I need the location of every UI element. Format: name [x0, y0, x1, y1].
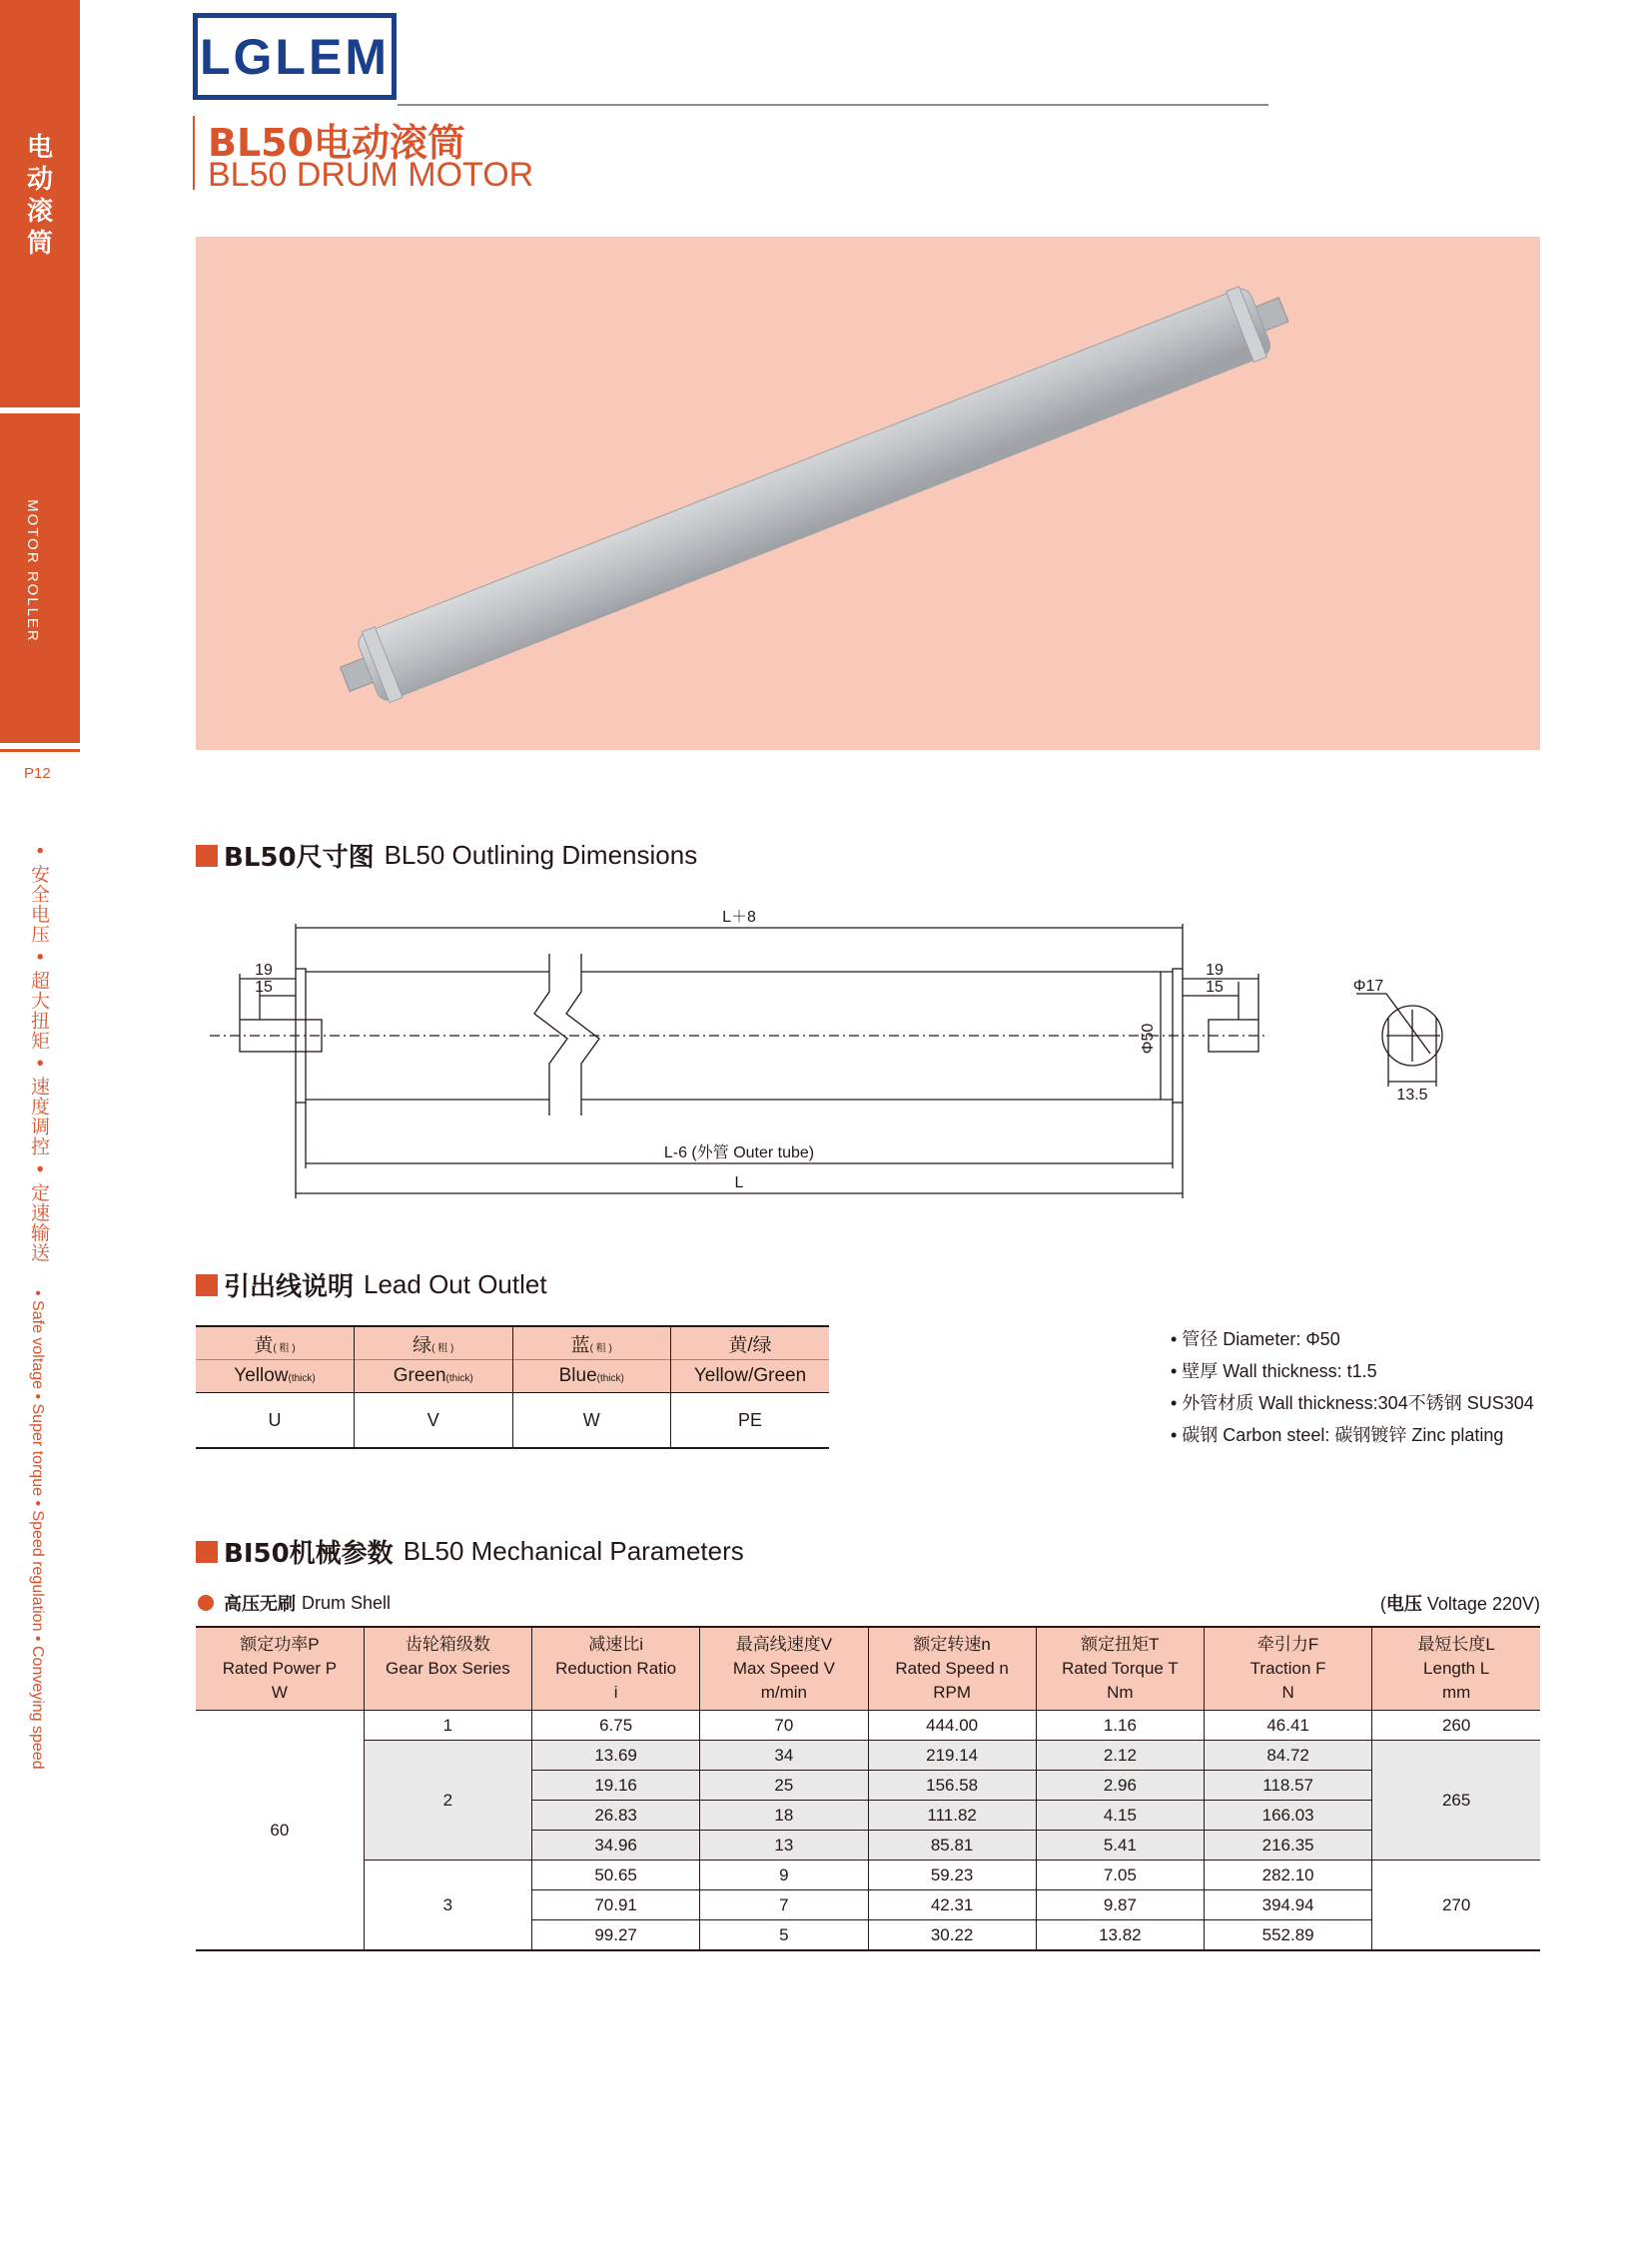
lead-color-cn: 黄/绿: [728, 1334, 772, 1356]
page-title-en: BL50 DRUM MOTOR: [208, 156, 534, 194]
mech-value-cell: 5: [700, 1920, 868, 1951]
mech-value-cell: 50.65: [532, 1861, 700, 1890]
lead-header-en-row: [196, 1360, 829, 1393]
mech-value-cell: 34.96: [532, 1831, 700, 1861]
mech-header-cell: [1036, 1627, 1204, 1711]
mech-value-cell: 1.16: [1036, 1711, 1204, 1741]
section-mechanical-en: BL50 Mechanical Parameters: [403, 1536, 744, 1566]
dim-left-19: 19: [255, 962, 273, 979]
mech-header-line: m/min: [760, 1683, 808, 1702]
lead-color-en: Blue: [558, 1365, 597, 1386]
mech-header-line: 最短长度L: [1417, 1635, 1495, 1654]
mech-value-cell: 156.58: [868, 1771, 1036, 1801]
mech-header-cell: [868, 1627, 1036, 1711]
page-title-cn: BL50电动滚筒: [208, 121, 466, 165]
spec-item: • 外管材质 Wall thickness:304不锈钢 SUS304: [1171, 1393, 1534, 1413]
mech-header-line: 齿轮箱级数: [405, 1635, 490, 1654]
dim-shaft-diameter: Φ17: [1352, 978, 1384, 995]
brand-logo: LGLEM: [193, 13, 397, 100]
sidebar-category-en: MOTOR ROLLER: [24, 499, 41, 643]
section-leadout-cn: 引出线说明: [224, 1272, 355, 1302]
lead-phase-cell: W: [512, 1393, 671, 1449]
mech-value-cell: 85.81: [868, 1831, 1036, 1861]
dim-total-length: L: [734, 1174, 744, 1191]
mech-value-cell: 2.96: [1036, 1771, 1204, 1801]
dim-right-19: 19: [1206, 962, 1224, 979]
mech-header-line: mm: [1441, 1683, 1471, 1702]
lead-phase-cell: V: [355, 1393, 513, 1449]
section-marker-icon: [196, 1274, 218, 1296]
spec-list: [1171, 1323, 1534, 1451]
section-leadout-heading: [196, 1266, 547, 1303]
mech-header-line: Gear Box Series: [386, 1659, 510, 1678]
mech-value-cell: 118.57: [1205, 1771, 1372, 1801]
section-dimensions-en: BL50 Outlining Dimensions: [384, 840, 698, 870]
title-accent-bar: [193, 116, 195, 190]
section-mechanical-heading: [196, 1533, 744, 1570]
mech-value-cell: 219.14: [868, 1741, 1036, 1771]
mech-header-line: 牵引力F: [1256, 1635, 1319, 1654]
mech-header-line: Rated Power P: [222, 1659, 338, 1678]
mech-header-line: 额定扭矩T: [1081, 1635, 1160, 1654]
mech-value-cell: 13: [700, 1831, 868, 1861]
mech-row: [196, 1711, 1540, 1741]
lead-color-cn: 蓝: [570, 1334, 590, 1356]
mech-header-line: 额定转速n: [913, 1635, 991, 1654]
dim-top-label: L＋8: [722, 909, 756, 926]
lead-color-en: Green: [393, 1365, 446, 1386]
mech-value-cell: 282.10: [1205, 1861, 1372, 1890]
mech-value-cell: 9: [700, 1861, 868, 1890]
section-marker-icon: [196, 1541, 218, 1563]
sidebar-features-en: • Safe voltage • Super torque • Speed regulation • Conveying speed: [29, 1290, 46, 1770]
lead-thick-cn: ( 粗 ): [589, 1342, 612, 1354]
mech-value-cell: 42.31: [868, 1890, 1036, 1920]
lead-thick-en: (thick): [288, 1373, 316, 1384]
mech-row: [196, 1741, 1540, 1771]
lead-phase-cell: U: [196, 1393, 355, 1449]
voltage-paren-open: (: [1379, 1594, 1386, 1614]
mech-value-cell: 70: [700, 1711, 868, 1741]
lead-thick-en: (thick): [445, 1373, 473, 1384]
mech-header-line: RPM: [933, 1683, 972, 1702]
mech-value-cell: 552.89: [1205, 1920, 1372, 1951]
spec-item: • 壁厚 Wall thickness: t1.5: [1171, 1361, 1377, 1381]
mech-value-cell: 18: [700, 1801, 868, 1831]
voltage-cn: 电压: [1385, 1594, 1422, 1615]
section-leadout-en: Lead Out Outlet: [364, 1269, 547, 1299]
voltage-label: [1380, 1590, 1540, 1616]
mech-header-line: 额定功率P: [240, 1635, 320, 1654]
dimension-drawing: [210, 904, 1498, 1223]
mech-series-cell: 2: [364, 1741, 531, 1861]
drum-shell-label: [198, 1590, 391, 1616]
mech-value-cell: 2.12: [1036, 1741, 1204, 1771]
mech-length-cell: 265: [1372, 1741, 1540, 1861]
product-photo: [196, 237, 1540, 750]
mech-header-line: Rated Speed n: [895, 1659, 1009, 1678]
mech-value-cell: 70.91: [532, 1890, 700, 1920]
mech-value-cell: 99.27: [532, 1920, 700, 1951]
mech-value-cell: 19.16: [532, 1771, 700, 1801]
mech-series-cell: 1: [364, 1711, 531, 1741]
mech-header-line: 减速比i: [588, 1635, 644, 1654]
lead-color-en: Yellow/Green: [693, 1365, 807, 1386]
mech-value-cell: 34: [700, 1741, 868, 1771]
voltage-en: Voltage 220V: [1426, 1594, 1534, 1614]
lead-phase-row: [196, 1393, 829, 1449]
mech-power-cell: 60: [196, 1711, 364, 1951]
mech-length-cell: 270: [1372, 1861, 1540, 1951]
voltage-paren-close: ): [1534, 1594, 1540, 1614]
mech-value-cell: 7.05: [1036, 1861, 1204, 1890]
mech-header-line: W: [271, 1683, 288, 1702]
mech-value-cell: 59.23: [868, 1861, 1036, 1890]
mechanical-parameters-table: [196, 1626, 1540, 1951]
mech-value-cell: 216.35: [1205, 1831, 1372, 1861]
mech-header-cell: [196, 1627, 364, 1711]
mech-value-cell: 111.82: [868, 1801, 1036, 1831]
mech-header-line: N: [1281, 1683, 1294, 1702]
drum-shell-en: Drum Shell: [302, 1592, 392, 1613]
mech-value-cell: 30.22: [868, 1920, 1036, 1951]
mech-header-line: [366, 1681, 530, 1705]
mech-value-cell: 13.82: [1036, 1920, 1204, 1951]
spec-item: • 管径 Diameter: Φ50: [1171, 1329, 1340, 1349]
mech-value-cell: 46.41: [1205, 1711, 1372, 1741]
mech-header-line: Nm: [1107, 1683, 1134, 1702]
section-dimensions-heading: [196, 837, 697, 874]
lead-color-cn: 绿: [413, 1334, 432, 1356]
mech-header-line: Length L: [1423, 1659, 1490, 1678]
mech-value-cell: 444.00: [868, 1711, 1036, 1741]
mech-header-cell: [532, 1627, 700, 1711]
mech-value-cell: 13.69: [532, 1741, 700, 1771]
bullet-dot-icon: [198, 1595, 214, 1611]
mech-row: [196, 1861, 1540, 1890]
drum-motor-illustration: [196, 237, 1540, 750]
lead-thick-cn: ( 粗 ): [431, 1342, 454, 1354]
page-number: P12: [24, 765, 51, 782]
mech-header-row: [196, 1627, 1540, 1711]
mech-value-cell: 7: [700, 1890, 868, 1920]
spec-item: • 碳钢 Carbon steel: 碳钢镀锌 Zinc plating: [1171, 1425, 1504, 1445]
drum-shell-cn: 高压无刷: [224, 1594, 296, 1615]
lead-thick-cn: ( 粗 ): [273, 1342, 296, 1354]
mech-body: [196, 1711, 1540, 1951]
mech-value-cell: 9.87: [1036, 1890, 1204, 1920]
dim-shaft-flat: 13.5: [1396, 1087, 1428, 1104]
mech-header-cell: [1372, 1627, 1540, 1711]
mech-value-cell: 5.41: [1036, 1831, 1204, 1861]
lead-header-cn-row: [196, 1326, 829, 1360]
section-marker-icon: [196, 845, 218, 867]
mech-header-cell: [700, 1627, 868, 1711]
mech-value-cell: 166.03: [1205, 1801, 1372, 1831]
mech-header-cell: [364, 1627, 531, 1711]
mech-header-cell: [1205, 1627, 1372, 1711]
mech-value-cell: 26.83: [532, 1801, 700, 1831]
lead-thick-en: (thick): [596, 1373, 624, 1384]
mech-series-cell: 3: [364, 1861, 531, 1951]
sidebar-features-cn: • 安全电压 • 超大扭矩 • 速度调控 • 定速输送: [28, 845, 50, 1263]
section-mechanical-cn: BI50机械参数: [224, 1539, 394, 1569]
dim-tube-length: L-6 (外管 Outer tube): [663, 1144, 815, 1161]
mech-header-line: Max Speed V: [732, 1659, 835, 1678]
dim-right-15: 15: [1206, 979, 1224, 996]
mech-value-cell: 4.15: [1036, 1801, 1204, 1831]
mech-value-cell: 25: [700, 1771, 868, 1801]
mech-header-line: Traction F: [1249, 1659, 1326, 1678]
mech-length-cell: 260: [1372, 1711, 1540, 1741]
mech-value-cell: 394.94: [1205, 1890, 1372, 1920]
lead-phase-cell: PE: [671, 1393, 830, 1449]
mech-header-line: Reduction Ratio: [555, 1659, 677, 1678]
mech-header-line: i: [613, 1683, 618, 1702]
lead-color-en: Yellow: [234, 1365, 289, 1386]
sidebar-category-cn: 电动滚筒: [26, 133, 53, 259]
mech-value-cell: 6.75: [532, 1711, 700, 1741]
dim-diameter: Φ50: [1140, 1023, 1157, 1055]
mech-header-line: Rated Torque T: [1062, 1659, 1179, 1678]
mech-header-line: 最高线速度V: [735, 1635, 833, 1654]
mech-value-cell: 84.72: [1205, 1741, 1372, 1771]
header-rule: [398, 104, 1268, 106]
lead-color-cn: 黄: [254, 1334, 274, 1356]
sidebar-divider: [0, 749, 80, 752]
section-dimensions-cn: BL50尺寸图: [224, 843, 375, 873]
dim-left-15: 15: [255, 979, 273, 996]
lead-out-table: [196, 1325, 829, 1449]
